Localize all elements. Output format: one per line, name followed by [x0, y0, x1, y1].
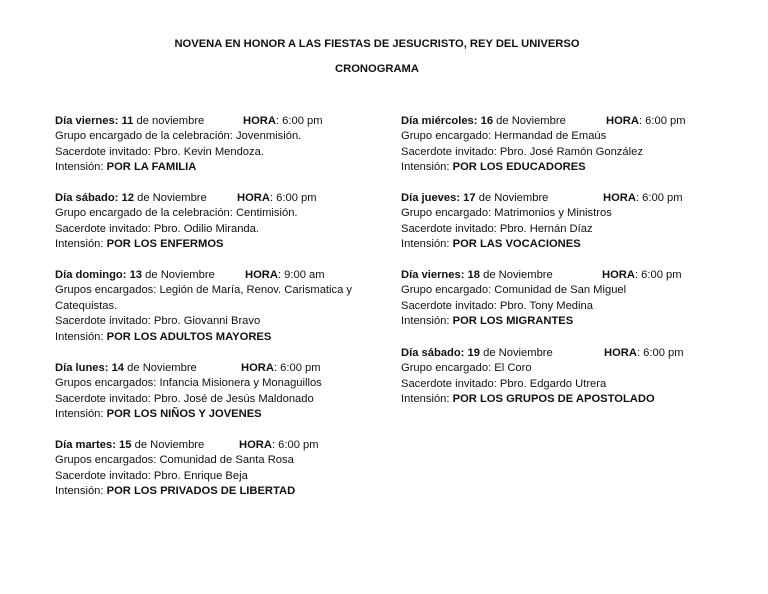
priest-line: Sacerdote invitado: Pbro. Enrique Beja [55, 469, 248, 482]
hora-time: : 6:00 pm [275, 115, 323, 127]
day-line [55, 438, 385, 453]
day-line [401, 268, 741, 283]
day-label: Día jueves: 17 [401, 192, 476, 204]
hora-label: HORA [602, 269, 635, 281]
page-title: NOVENA EN HONOR A LAS FIESTAS DE JESUCRISTO, REY DEL UNIVERSO [174, 38, 580, 50]
day-label: Día viernes: 11 [55, 115, 134, 127]
intention-line: Intensión: POR LOS MIGRANTES [401, 315, 574, 328]
schedule-entry [401, 268, 741, 330]
priest-line: Sacerdote invitado: Pbro. Odilio Miranda. [55, 222, 259, 235]
priest-line: Sacerdote invitado: Pbro. Kevin Mendoza. [55, 145, 264, 158]
day-label: Día miércoles: 16 [401, 115, 494, 127]
hora-label: HORA [245, 269, 278, 281]
intention-value: POR LOS GRUPOS DE APOSTOLADO [452, 393, 655, 406]
priest-line: Sacerdote invitado: Pbro. José Ramón González [401, 145, 643, 158]
month-label: de Noviembre [493, 115, 566, 127]
intention-value: POR LOS MIGRANTES [452, 315, 574, 328]
hora-time: : 6:00 pm [636, 347, 684, 359]
group-line: Grupos encargados: Legión de María, Renov. Carismatica y Catequistas. [55, 284, 353, 312]
group-line: Grupo encargado de la celebración: Centimisión. [55, 207, 298, 220]
day-label: Día sábado: 12 [55, 192, 134, 204]
page-subtitle: CRONOGRAMA [335, 63, 419, 75]
group-line: Grupos encargados: Infancia Misionera y Monaguillos [55, 377, 322, 390]
group-line: Grupo encargado: Matrimonios y Ministros [401, 207, 612, 220]
day-line [55, 114, 385, 129]
hora-time: : 6:00 pm [634, 269, 682, 281]
schedule-entry [55, 114, 385, 176]
schedule-entry [401, 114, 741, 176]
hora-label: HORA [243, 115, 276, 127]
month-label: de Noviembre [142, 269, 215, 281]
day-line [55, 191, 385, 206]
intention-line: Intensión: POR LOS NIÑOS Y JOVENES [55, 408, 262, 421]
priest-line: Sacerdote invitado: Pbro. Hernán Díaz [401, 222, 593, 235]
month-label: de Noviembre [133, 192, 207, 204]
day-label: Día martes: 15 [55, 439, 132, 451]
intention-value: POR LOS NIÑOS Y JOVENES [106, 408, 262, 421]
group-line: Grupo encargado: El Coro [401, 362, 532, 375]
schedule-entry [55, 268, 385, 345]
hora-label: HORA [241, 362, 274, 374]
month-label: de Noviembre [131, 439, 205, 451]
day-label: Día sábado: 19 [401, 347, 480, 359]
intention-line: Intensión: POR LA FAMILIA [55, 161, 197, 174]
hora-time: : 6:00 pm [269, 192, 317, 204]
month-label: de Noviembre [124, 362, 197, 374]
day-label: Día viernes: 18 [401, 269, 480, 281]
hora-label: HORA [239, 439, 272, 451]
day-line [401, 191, 741, 206]
group-line: Grupo encargado: Hermandad de Emaús [401, 130, 607, 143]
day-line [401, 114, 741, 129]
hora-label: HORA [603, 192, 636, 204]
hora-label: HORA [237, 192, 270, 204]
intention-value: POR LOS PRIVADOS DE LIBERTAD [106, 485, 296, 498]
intention-line: Intensión: POR LOS ADULTOS MAYORES [55, 330, 272, 343]
intention-line: Intensión: POR LOS EDUCADORES [401, 161, 586, 174]
month-label: de noviembre [133, 115, 205, 127]
priest-line: Sacerdote invitado: Pbro. Tony Medina [401, 299, 593, 312]
intention-line: Intensión: POR LOS GRUPOS DE APOSTOLADO [401, 393, 655, 406]
hora-label: HORA [606, 115, 639, 127]
schedule-entry [401, 346, 741, 408]
hora-time: : 9:00 am [277, 269, 325, 281]
month-label: de Noviembre [480, 269, 553, 281]
month-label: de Noviembre [475, 192, 549, 204]
intention-value: POR LOS EDUCADORES [452, 161, 586, 174]
schedule-entry [55, 438, 385, 500]
schedule-entry [55, 361, 385, 423]
intention-line: Intensión: POR LOS ENFERMOS [55, 238, 224, 251]
day-line [55, 361, 385, 376]
intention-value: POR LOS ADULTOS MAYORES [106, 330, 272, 343]
group-line: Grupo encargado: Comunidad de San Miguel [401, 284, 627, 297]
day-line [401, 346, 741, 361]
priest-line: Sacerdote invitado: Pbro. José de Jesús Maldonado [55, 392, 314, 405]
intention-value: POR LOS ENFERMOS [106, 238, 224, 251]
intention-value: POR LA FAMILIA [106, 161, 197, 174]
intention-line: Intensión: POR LOS PRIVADOS DE LIBERTAD [55, 485, 296, 498]
hora-time: : 6:00 pm [273, 362, 321, 374]
hora-label: HORA [604, 347, 637, 359]
group-line: Grupos encargados: Comunidad de Santa Rosa [55, 454, 294, 467]
month-label: de Noviembre [479, 347, 553, 359]
hora-time: : 6:00 pm [638, 115, 686, 127]
priest-line: Sacerdote invitado: Pbro. Edgardo Utrera [401, 377, 607, 390]
intention-value: POR LAS VOCACIONES [452, 238, 581, 251]
day-label: Día lunes: 14 [55, 362, 125, 374]
day-line [55, 268, 385, 283]
priest-line: Sacerdote invitado: Pbro. Giovanni Bravo [55, 315, 261, 328]
schedule-entry [55, 191, 385, 253]
day-label: Día domingo: 13 [55, 269, 143, 281]
group-line: Grupo encargado de la celebración: Jovenmisión. [55, 130, 302, 143]
schedule-entry [401, 191, 741, 253]
hora-time: : 6:00 pm [271, 439, 319, 451]
hora-time: : 6:00 pm [635, 192, 683, 204]
intention-line: Intensión: POR LAS VOCACIONES [401, 238, 581, 251]
